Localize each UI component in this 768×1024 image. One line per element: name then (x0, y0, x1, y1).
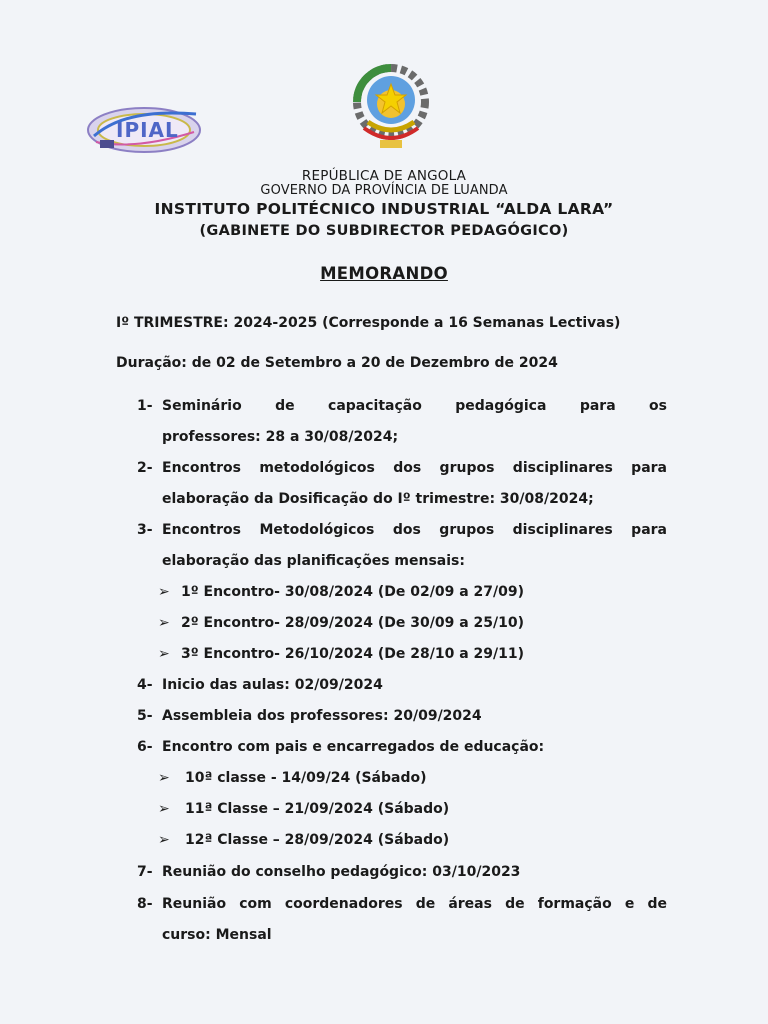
header-government: GOVERNO DA PROVÍNCIA DE LUANDA (260, 183, 508, 198)
list-item-text: elaboração da Dosificação do Iº trimestre: 30/08/2024; (162, 491, 594, 507)
list-item-text: Seminário de capacitação pedagógica para os (162, 398, 667, 414)
item-number: 5- (137, 708, 153, 724)
sub-list-item: 1º Encontro- 30/08/2024 (De 02/09 a 27/09) (181, 584, 524, 600)
header-office: (GABINETE DO SUBDIRECTOR PEDAGÓGICO) (199, 223, 569, 239)
arrow-bullet-icon: ➢ (158, 770, 170, 786)
trimester-line: Iº TRIMESTRE: 2024-2025 (Corresponde a 16 Semanas Lectivas) (116, 315, 621, 331)
angola-emblem-logo (340, 62, 442, 154)
item-number: 1- (137, 398, 153, 414)
list-item-text: Inicio das aulas: 02/09/2024 (162, 677, 383, 693)
list-item-text: Reunião com coordenadores de áreas de formação e de (162, 896, 667, 912)
sub-list-item: 10ª classe - 14/09/24 (Sábado) (185, 770, 427, 786)
header-institute: INSTITUTO POLITÉCNICO INDUSTRIAL “ALDA LARA” (154, 200, 614, 218)
header-republic: REPÚBLICA DE ANGOLA (301, 168, 467, 184)
list-item-text: Encontros Metodológicos dos grupos disciplinares para (162, 522, 667, 538)
document-title: MEMORANDO (320, 264, 448, 283)
sub-list-item: 2º Encontro- 28/09/2024 (De 30/09 a 25/10) (181, 615, 524, 631)
svg-text:IPIAL: IPIAL (116, 118, 179, 142)
item-number: 7- (137, 864, 153, 880)
sub-list-item: 12ª Classe – 28/09/2024 (Sábado) (185, 832, 450, 848)
list-item-text: Assembleia dos professores: 20/09/2024 (162, 708, 482, 724)
list-item-text: Encontro com pais e encarregados de educação: (162, 739, 545, 755)
list-item-text: curso: Mensal (162, 927, 272, 943)
list-item-text: Reunião do conselho pedagógico: 03/10/2023 (162, 864, 521, 880)
list-item-text: professores: 28 a 30/08/2024; (162, 429, 399, 445)
ipial-logo (86, 100, 204, 158)
duration-line: Duração: de 02 de Setembro a 20 de Dezembro de 2024 (116, 355, 558, 371)
arrow-bullet-icon: ➢ (158, 584, 170, 600)
arrow-bullet-icon: ➢ (158, 646, 170, 662)
list-item-text: Encontros metodológicos dos grupos disciplinares para (162, 460, 667, 476)
arrow-bullet-icon: ➢ (158, 832, 170, 848)
item-number: 3- (137, 522, 153, 538)
arrow-bullet-icon: ➢ (158, 801, 170, 817)
item-number: 6- (137, 739, 153, 755)
item-number: 8- (137, 896, 153, 912)
list-item-text: elaboração das planificações mensais: (162, 553, 465, 569)
sub-list-item: 3º Encontro- 26/10/2024 (De 28/10 a 29/11) (181, 646, 524, 662)
arrow-bullet-icon: ➢ (158, 615, 170, 631)
sub-list-item: 11ª Classe – 21/09/2024 (Sábado) (185, 801, 450, 817)
item-number: 4- (137, 677, 153, 693)
item-number: 2- (137, 460, 153, 476)
